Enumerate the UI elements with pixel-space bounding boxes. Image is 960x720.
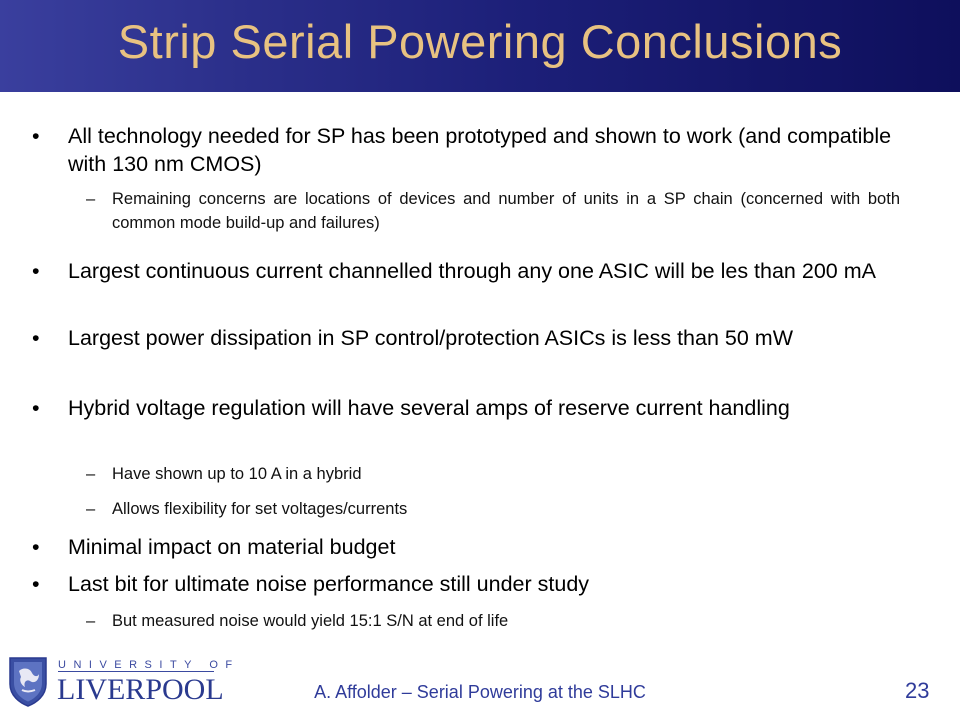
bullet-item (32, 394, 928, 422)
bullet-item (32, 324, 938, 352)
logo-divider (58, 671, 214, 672)
bullet-text: Minimal impact on material budget (68, 535, 396, 559)
bullet-marker: • (32, 124, 40, 148)
bullet-text: Largest continuous current channelled through any one ASIC will be les than 200 mA (68, 259, 876, 283)
bullet-text: Last bit for ultimate noise performance still under study (68, 572, 590, 596)
bullet-marker: • (32, 572, 40, 596)
sub-bullet-item (86, 462, 900, 486)
slide-footer: A. Affolder – Serial Powering at the SLHC (314, 682, 646, 702)
bullet-marker: • (32, 259, 40, 283)
bullet-item (32, 533, 928, 561)
logo-liverpool: LIVERPOOL (57, 673, 224, 706)
bullet-text: All technology needed for SP has been prototyped and shown to work (and compatible with 130 nm CMOS) (68, 124, 892, 176)
sub-bullet-item (86, 609, 900, 633)
sub-bullet-text: But measured noise would yield 15:1 S/N at end of life (112, 612, 509, 630)
sub-bullet-text: Have shown up to 10 A in a hybrid (112, 465, 362, 483)
sub-bullet-item (86, 497, 900, 521)
bullet-text: Hybrid voltage regulation will have several amps of reserve current handling (68, 396, 790, 420)
sub-bullet-marker: – (86, 465, 96, 483)
sub-bullet-marker: – (86, 612, 96, 630)
bullet-item (32, 570, 928, 598)
bullet-text: Largest power dissipation in SP control/protection ASICs is less than 50 mW (68, 326, 793, 350)
bullet-marker: • (32, 396, 40, 420)
sub-bullet-marker: – (86, 190, 96, 208)
bullet-item (32, 122, 918, 178)
bullet-item (32, 257, 938, 285)
page-number: 23 (905, 678, 930, 703)
sub-bullet-marker: – (86, 500, 96, 518)
bullet-marker: • (32, 535, 40, 559)
bullet-marker: • (32, 326, 40, 350)
logo-university-of: UNIVERSITY OF (58, 659, 240, 671)
sub-bullet-item (86, 187, 900, 235)
sub-bullet-text: Allows flexibility for set voltages/currents (112, 500, 408, 518)
sub-bullet-text: Remaining concerns are locations of devices and number of units in a SP chain (concerned with both common mode build-up and failures) (112, 190, 900, 232)
slide-title: Strip Serial Powering Conclusions (117, 15, 843, 68)
